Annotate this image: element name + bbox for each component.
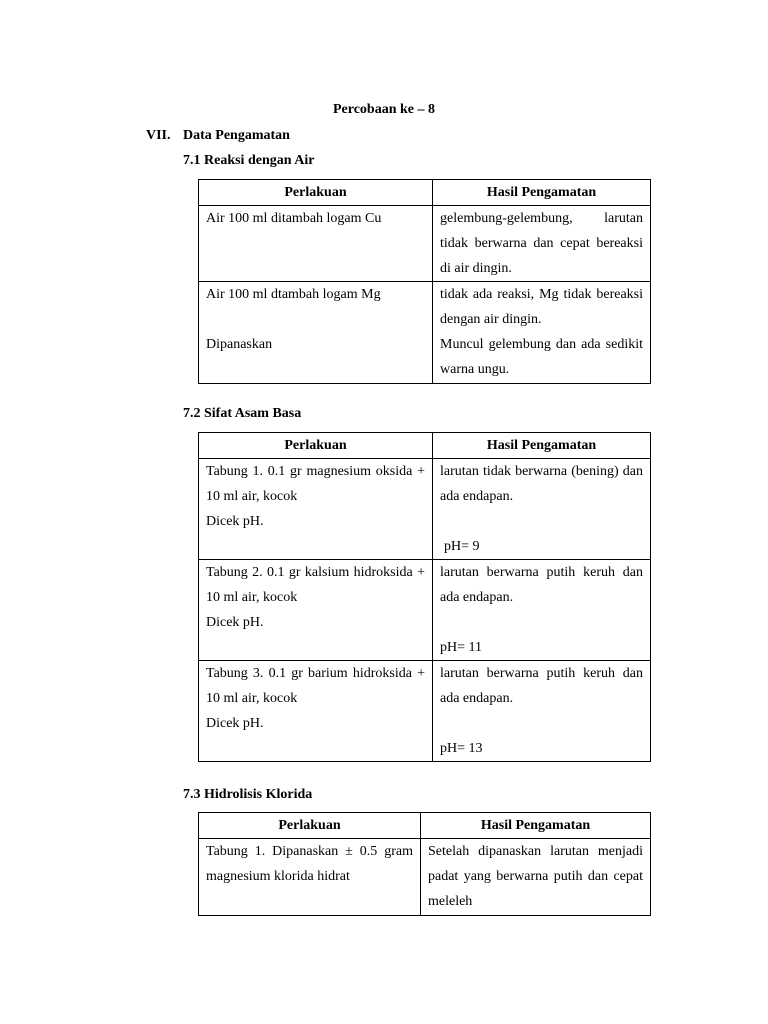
- table-hidrolisis-klorida: [198, 812, 651, 916]
- result-cell: Setelah dipanaskan larutan menjadi padat yang berwarna putih dan cepat meleleh: [421, 839, 651, 916]
- section-title-7-2: 7.2 Sifat Asam Basa: [183, 406, 302, 421]
- table-header-row: [199, 433, 651, 459]
- treatment-cell: Air 100 ml ditambah logam Cu: [199, 206, 433, 282]
- table-row: [199, 661, 651, 762]
- treatment-cell: Air 100 ml dtambah logam Mg Dipanaskan: [199, 282, 433, 384]
- result-cell: larutan tidak berwarna (bening) dan ada endapan. pH= 9: [433, 459, 651, 560]
- header-hasil: Hasil Pengamatan: [421, 813, 651, 839]
- table-row: [199, 839, 651, 916]
- result-cell: larutan berwarna putih keruh dan ada endapan. pH= 11: [433, 560, 651, 661]
- treatment-cell: Tabung 1. Dipanaskan ± 0.5 gram magnesium klorida hidrat: [199, 839, 421, 916]
- table-sifat-asam-basa: [198, 432, 651, 762]
- section-title-7-1: 7.1 Reaksi dengan Air: [183, 153, 315, 168]
- table-header-row: [199, 813, 651, 839]
- page-title: Percobaan ke – 8: [332, 102, 435, 117]
- chapter-number: VII.: [146, 128, 171, 143]
- chapter-heading: [146, 128, 290, 144]
- table-row: [199, 459, 651, 560]
- header-hasil: Hasil Pengamatan: [433, 180, 651, 206]
- header-hasil: Hasil Pengamatan: [433, 433, 651, 459]
- header-perlakuan: Perlakuan: [199, 180, 433, 206]
- section-title-7-3: 7.3 Hidrolisis Klorida: [183, 787, 313, 802]
- result-cell: tidak ada reaksi, Mg tidak bereaksi dengan air dingin. Muncul gelembung dan ada sedikit warna ungu.: [433, 282, 651, 384]
- result-cell: larutan berwarna putih keruh dan ada endapan. pH= 13: [433, 661, 651, 762]
- treatment-cell: Tabung 2. 0.1 gr kalsium hidroksida + 10 ml air, kocok Dicek pH.: [199, 560, 433, 661]
- table-row: [199, 282, 651, 384]
- result-cell: gelembung-gelembung, larutan tidak berwarna dan cepat bereaksi di air dingin.: [433, 206, 651, 282]
- table-reaksi-air: [198, 179, 651, 384]
- treatment-cell: Tabung 1. 0.1 gr magnesium oksida + 10 ml air, kocok Dicek pH.: [199, 459, 433, 560]
- header-perlakuan: Perlakuan: [199, 813, 421, 839]
- chapter-title: Data Pengamatan: [183, 128, 290, 143]
- table-header-row: [199, 180, 651, 206]
- treatment-cell: Tabung 3. 0.1 gr barium hidroksida + 10 ml air, kocok Dicek pH.: [199, 661, 433, 762]
- table-row: [199, 206, 651, 282]
- table-row: [199, 560, 651, 661]
- header-perlakuan: Perlakuan: [199, 433, 433, 459]
